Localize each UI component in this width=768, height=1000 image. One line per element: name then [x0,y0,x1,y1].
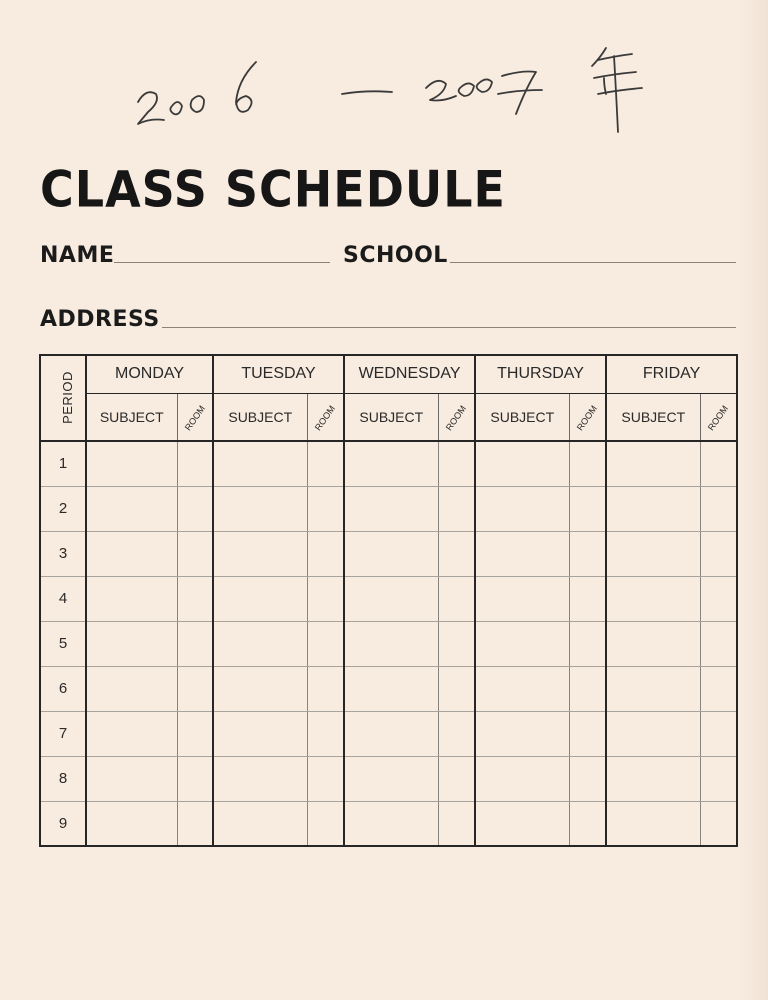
wednesday-subject-cell[interactable] [344,711,438,756]
wednesday-room-cell[interactable] [438,576,475,621]
period-number: 4 [40,576,86,621]
friday-subject-cell[interactable] [606,486,700,531]
tuesday-subject-cell[interactable] [213,711,307,756]
wednesday-subject-cell[interactable] [344,576,438,621]
school-label: SCHOOL [343,243,448,268]
friday-room-cell[interactable] [700,441,737,486]
thursday-room-cell[interactable] [569,576,606,621]
period-number: 7 [40,711,86,756]
tuesday-subject-cell[interactable] [213,531,307,576]
monday-subject-header: SUBJECT [86,393,177,441]
thursday-room-cell[interactable] [569,621,606,666]
friday-subject-cell[interactable] [606,711,700,756]
monday-room-cell[interactable] [177,711,213,756]
tuesday-room-cell[interactable] [307,486,344,531]
thursday-room-cell[interactable] [569,441,606,486]
friday-room-cell[interactable] [700,621,737,666]
monday-subject-cell[interactable] [86,711,177,756]
room-label: ROOM [706,403,731,433]
thursday-subject-header: SUBJECT [475,393,569,441]
thursday-subject-cell[interactable] [475,621,569,666]
thursday-subject-cell[interactable] [475,801,569,846]
period-row [40,711,737,756]
address-label: ADDRESS [40,307,160,332]
wednesday-room-cell[interactable] [438,621,475,666]
wednesday-room-cell[interactable] [438,756,475,801]
friday-subject-cell[interactable] [606,576,700,621]
room-label: ROOM [182,403,207,433]
monday-room-cell[interactable] [177,441,213,486]
wednesday-room-cell[interactable] [438,441,475,486]
day-wednesday: WEDNESDAY [344,355,475,393]
monday-room-header [177,393,213,441]
address-line[interactable] [162,327,736,328]
tuesday-subject-cell[interactable] [213,441,307,486]
friday-room-cell[interactable] [700,576,737,621]
thursday-room-cell[interactable] [569,531,606,576]
monday-subject-cell[interactable] [86,576,177,621]
tuesday-room-cell[interactable] [307,801,344,846]
monday-room-cell[interactable] [177,801,213,846]
period-row [40,756,737,801]
tuesday-subject-cell[interactable] [213,666,307,711]
tuesday-subject-cell[interactable] [213,621,307,666]
wednesday-room-cell[interactable] [438,486,475,531]
monday-subject-cell[interactable] [86,621,177,666]
wednesday-room-cell[interactable] [438,801,475,846]
tuesday-room-cell[interactable] [307,756,344,801]
thursday-subject-cell[interactable] [475,531,569,576]
monday-room-cell[interactable] [177,576,213,621]
friday-subject-cell[interactable] [606,801,700,846]
day-tuesday: TUESDAY [213,355,344,393]
period-number: 6 [40,666,86,711]
thursday-subject-cell[interactable] [475,756,569,801]
period-number: 2 [40,486,86,531]
period-number: 3 [40,531,86,576]
tuesday-room-header [307,393,344,441]
period-row [40,486,737,531]
monday-subject-cell[interactable] [86,531,177,576]
period-number: 1 [40,441,86,486]
wednesday-subject-cell[interactable] [344,756,438,801]
monday-room-cell[interactable] [177,531,213,576]
wednesday-subject-cell[interactable] [344,801,438,846]
room-label: ROOM [313,403,338,433]
tuesday-subject-cell[interactable] [213,486,307,531]
friday-subject-cell[interactable] [606,531,700,576]
friday-room-cell[interactable] [700,801,737,846]
friday-room-cell[interactable] [700,486,737,531]
friday-subject-cell[interactable] [606,666,700,711]
period-row [40,531,737,576]
wednesday-room-header [438,393,475,441]
thursday-subject-cell[interactable] [475,711,569,756]
tuesday-subject-cell[interactable] [213,576,307,621]
day-thursday: THURSDAY [475,355,606,393]
monday-subject-cell[interactable] [86,801,177,846]
friday-subject-cell[interactable] [606,756,700,801]
friday-room-cell[interactable] [700,711,737,756]
period-row [40,576,737,621]
wednesday-room-cell[interactable] [438,666,475,711]
tuesday-room-cell[interactable] [307,666,344,711]
wednesday-room-cell[interactable] [438,531,475,576]
friday-subject-cell[interactable] [606,621,700,666]
school-line[interactable] [450,262,736,263]
friday-subject-cell[interactable] [606,441,700,486]
wednesday-subject-cell[interactable] [344,666,438,711]
tuesday-subject-cell[interactable] [213,756,307,801]
room-label: ROOM [444,403,469,433]
wednesday-room-cell[interactable] [438,711,475,756]
period-number: 9 [58,814,68,832]
room-label: ROOM [575,403,600,433]
monday-subject-cell[interactable] [86,441,177,486]
wednesday-subject-cell[interactable] [344,441,438,486]
tuesday-room-cell[interactable] [307,576,344,621]
period-row [40,441,737,486]
tuesday-room-cell[interactable] [307,621,344,666]
period-row [40,801,737,846]
tuesday-room-cell[interactable] [307,441,344,486]
handwriting-drawing [120,40,660,150]
thursday-subject-cell[interactable] [475,666,569,711]
monday-subject-cell[interactable] [86,666,177,711]
monday-room-cell[interactable] [177,666,213,711]
thursday-room-cell[interactable] [569,486,606,531]
thursday-room-cell[interactable] [569,711,606,756]
thursday-subject-cell[interactable] [475,441,569,486]
day-header-row [40,355,737,393]
schedule-table [39,354,738,847]
period-header [40,355,86,441]
wednesday-subject-cell[interactable] [344,531,438,576]
monday-room-cell[interactable] [177,486,213,531]
wednesday-subject-cell[interactable] [344,486,438,531]
day-friday: FRIDAY [606,355,737,393]
page-title: CLASS SCHEDULE [40,160,506,219]
thursday-room-cell[interactable] [569,666,606,711]
tuesday-subject-header: SUBJECT [213,393,307,441]
monday-subject-cell[interactable] [86,486,177,531]
thursday-room-cell[interactable] [569,756,606,801]
monday-subject-cell[interactable] [86,756,177,801]
thursday-subject-cell[interactable] [475,486,569,531]
name-line[interactable] [114,262,330,263]
period-row [40,621,737,666]
subheader-row [40,393,737,441]
wednesday-subject-cell[interactable] [344,621,438,666]
thursday-subject-cell[interactable] [475,576,569,621]
monday-room-cell[interactable] [177,756,213,801]
friday-room-cell[interactable] [700,531,737,576]
tuesday-subject-cell[interactable] [213,801,307,846]
friday-room-header [700,393,737,441]
page-edge-shadow [740,0,768,1000]
wednesday-subject-header: SUBJECT [344,393,438,441]
monday-room-cell[interactable] [177,621,213,666]
period-number: 8 [40,756,86,801]
friday-room-cell[interactable] [700,666,737,711]
day-monday: MONDAY [86,355,213,393]
thursday-room-header [569,393,606,441]
friday-room-cell[interactable] [700,756,737,801]
period-header-text: PERIOD [59,371,75,424]
name-label: NAME [40,243,115,268]
handwritten-year [120,40,660,150]
thursday-room-cell[interactable] [569,801,606,846]
tuesday-room-cell[interactable] [307,531,344,576]
schedule-body [40,355,737,846]
period-number: 5 [40,621,86,666]
tuesday-room-cell[interactable] [307,711,344,756]
period-row [40,666,737,711]
friday-subject-header: SUBJECT [606,393,700,441]
